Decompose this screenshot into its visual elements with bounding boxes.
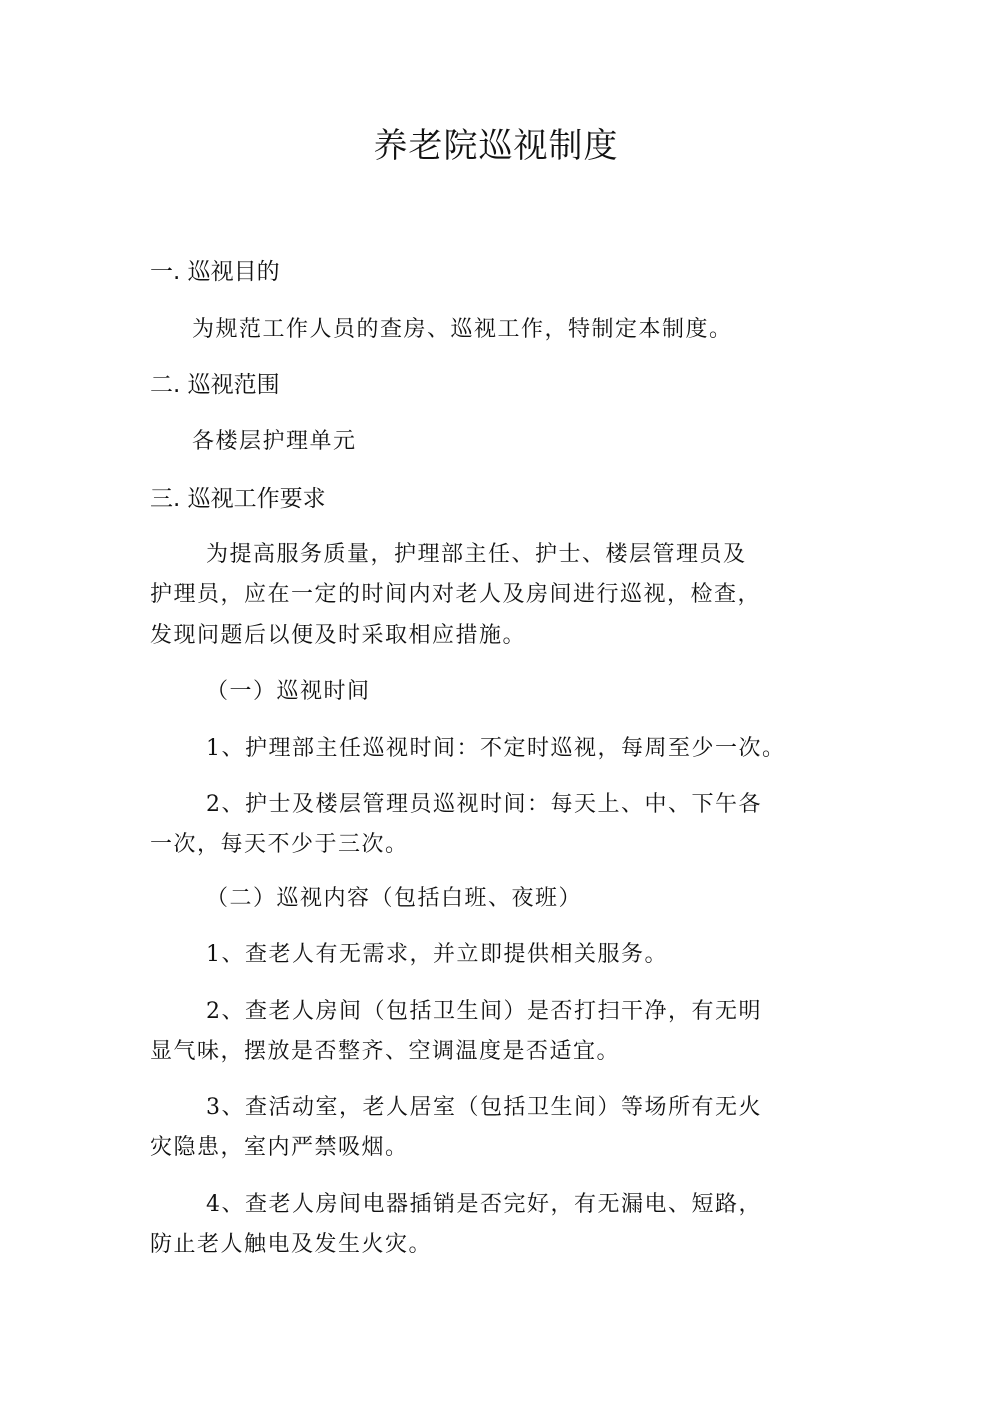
item-line: 1、护理部主任巡视时间：不定时巡视，每周至少一次。: [206, 736, 786, 761]
item-line: 2、护士及楼层管理员巡视时间：每天上、中、下午各: [206, 792, 762, 817]
section-2-body: 各楼层护理单元: [192, 429, 357, 454]
item-line: 一次，每天不少于三次。: [150, 832, 409, 857]
section-3-intro-line: 护理员，应在一定的时间内对老人及房间进行巡视，检查，: [150, 582, 762, 607]
section-3-intro-line: 为提高服务质量，护理部主任、护士、楼层管理员及: [206, 542, 747, 567]
subsection-2-title: （二）巡视内容（包括白班、夜班）: [206, 886, 583, 911]
document-title: 养老院巡视制度: [373, 126, 619, 166]
section-1-body: 为规范工作人员的查房、巡视工作，特制定本制度。: [192, 317, 733, 342]
subsection-1-title: （一）巡视时间: [206, 679, 371, 704]
section-3-intro-line: 发现问题后以便及时采取相应措施。: [150, 623, 527, 648]
section-2-heading: 二. 巡视范围: [150, 372, 280, 398]
item-line: 1、查老人有无需求，并立即提供相关服务。: [206, 942, 668, 967]
section-3-heading: 三. 巡视工作要求: [150, 486, 326, 512]
item-line: 灾隐患，室内严禁吸烟。: [150, 1135, 409, 1160]
section-1-heading: 一. 巡视目的: [150, 259, 280, 285]
item-line: 2、查老人房间（包括卫生间）是否打扫干净，有无明: [206, 999, 762, 1024]
item-line: 防止老人触电及发生火灾。: [150, 1232, 433, 1257]
item-line: 显气味，摆放是否整齐、空调温度是否适宜。: [150, 1039, 621, 1064]
item-line: 3、查活动室，老人居室（包括卫生间）等场所有无火: [206, 1095, 762, 1120]
item-line: 4、查老人房间电器插销是否完好，有无漏电、短路，: [206, 1192, 762, 1217]
